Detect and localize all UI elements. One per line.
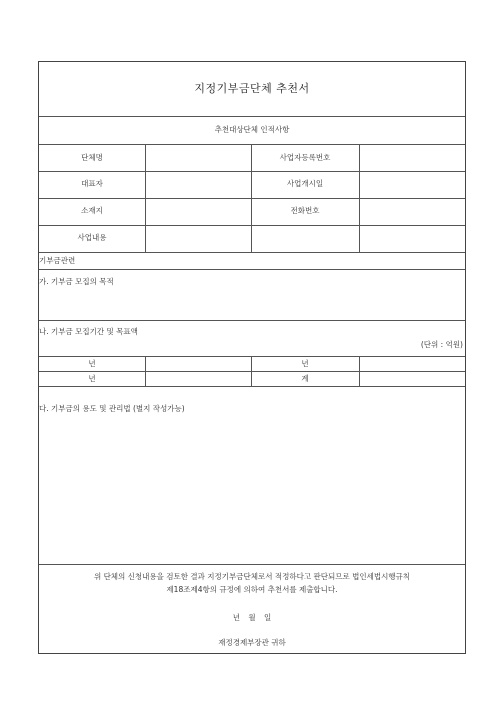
- section2-heading: 기부금관련: [39, 256, 76, 265]
- divider: [39, 225, 465, 226]
- recommendation-form: [38, 61, 466, 654]
- period-year-cell: 년: [88, 359, 96, 368]
- divider: [39, 198, 465, 199]
- period-total-cell: 계: [301, 374, 309, 383]
- item-c-usage-management: 다. 기부금의 용도 및 관리법 (별지 작성가능): [39, 404, 185, 413]
- divider: [39, 371, 465, 372]
- divider: [39, 320, 465, 321]
- divider: [39, 386, 465, 387]
- divider: [39, 564, 465, 565]
- item-a-purpose: 가. 기부금 모집의 목적: [39, 277, 114, 286]
- label-phone: 전화번호: [290, 206, 320, 215]
- unit-label: (단위 : 억원): [420, 340, 463, 349]
- divider: [39, 356, 465, 357]
- divider: [39, 144, 465, 145]
- statement-line-1: 위 단체의 신청내용을 검토한 결과 지정기부금단체로서 적정하다고 판단되므로 법인세법시행규칙: [93, 572, 411, 581]
- divider: [39, 171, 465, 172]
- label-business-start-date: 사업개시일: [286, 179, 324, 188]
- label-address: 소재지: [81, 206, 103, 215]
- date-line: 년 월 일: [232, 613, 272, 622]
- period-year-cell: 년: [301, 359, 309, 368]
- label-business-reg-number: 사업자등록번호: [279, 153, 331, 162]
- section1-heading: 추천대상단체 인적사항: [214, 125, 290, 134]
- label-business-content: 사업내용: [77, 233, 107, 242]
- divider: [39, 252, 465, 253]
- label-org-name: 단체명: [81, 153, 103, 162]
- divider: [39, 116, 465, 117]
- form-title: 지정기부금단체 추천서: [194, 82, 310, 95]
- item-b-period-target: 나. 기부금 모집기간 및 목표액: [39, 327, 138, 336]
- period-year-cell: 년: [88, 374, 96, 383]
- divider: [39, 269, 465, 270]
- statement-line-2: 제18조제4항의 규정에 의하여 추천서를 제출합니다.: [166, 585, 338, 594]
- label-representative: 대표자: [81, 179, 103, 188]
- addressee: 재정경제부장관 귀하: [218, 638, 286, 647]
